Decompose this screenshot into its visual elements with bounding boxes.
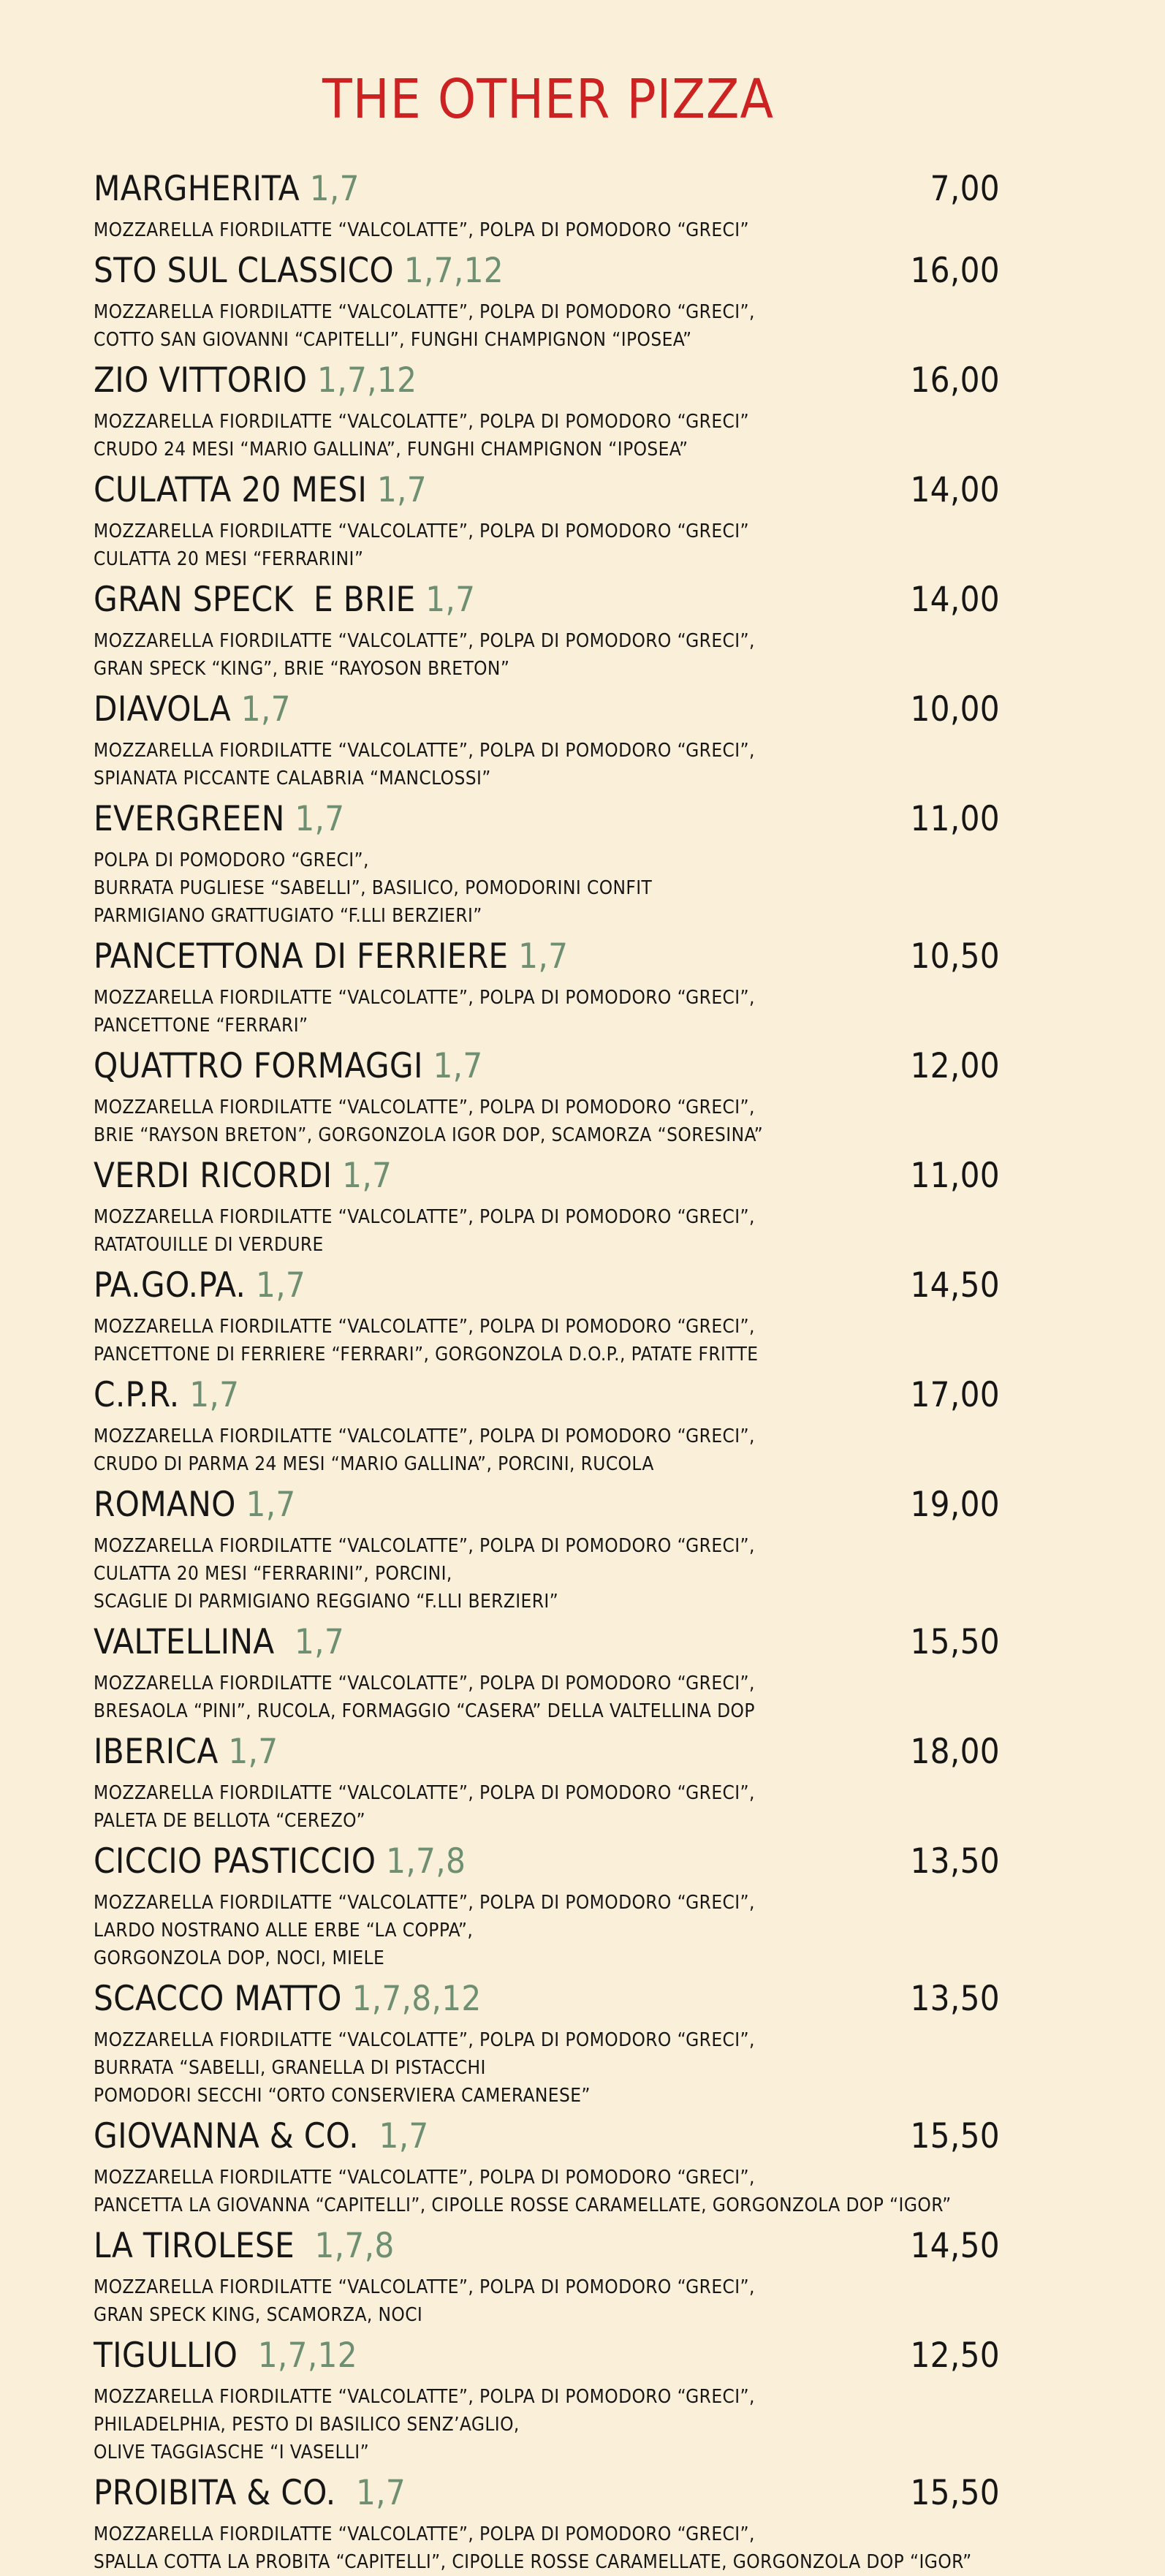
item-title <box>94 792 344 846</box>
item-price: 16,00 <box>910 251 1000 291</box>
item-description-line: MOZZARELLA FIORDILATTE “VALCOLATTE”, POLPA DI POMODORO “GRECI” <box>94 219 750 241</box>
item-price: 19,00 <box>910 1485 1000 1525</box>
item-name: PA.GO.PA. <box>94 1265 246 1306</box>
menu-item <box>94 463 1000 573</box>
item-price: 7,00 <box>930 169 1000 209</box>
item-description-line: MOZZARELLA FIORDILATTE “VALCOLATTE”, POLPA DI POMODORO “GRECI”, <box>94 1206 755 1228</box>
item-allergens: 1,7 <box>228 1732 278 1772</box>
item-description-line: PANCETTONE DI FERRIERE “FERRARI”, GORGONZOLA D.O.P., PATATE FRITTE <box>94 1344 759 1365</box>
name-spacer <box>231 689 241 730</box>
menu-item <box>94 1149 1000 1259</box>
menu-item <box>94 1725 1000 1835</box>
item-description-line: BRESAOLA “PINI”, RUCOLA, FORMAGGIO “CASERA” DELLA VALTELLINA DOP <box>94 1700 755 1722</box>
item-allergens: 1,7 <box>246 1485 296 1525</box>
menu-item <box>94 792 1000 930</box>
menu-item-header <box>94 463 1000 518</box>
item-description-line: GORGONZOLA DOP, NOCI, MIELE <box>94 1947 385 1969</box>
item-description-line: PALETA DE BELLOTA “CEREZO” <box>94 1810 366 1832</box>
menu-item-header <box>94 1039 1000 1094</box>
item-title <box>94 1972 482 2026</box>
item-description-line: POLPA DI POMODORO “GRECI”, <box>94 849 369 871</box>
item-price: 15,50 <box>910 2473 1000 2513</box>
item-price: 13,50 <box>910 1841 1000 1882</box>
menu-item <box>94 683 1000 792</box>
item-name: VALTELLINA <box>94 1622 285 1662</box>
menu-item-header <box>94 1149 1000 1203</box>
item-name: ROMANO <box>94 1485 236 1525</box>
item-description-line: POMODORI SECCHI “ORTO CONSERVIERA CAMERANESE” <box>94 2085 591 2107</box>
item-description-line: PANCETTA LA GIOVANNA “CAPITELLI”, CIPOLLE ROSSE CARAMELLATE, GORGONZOLA DOP “IGOR” <box>94 2194 952 2216</box>
item-title <box>94 1259 306 1313</box>
menu-item-header <box>94 1615 1000 1670</box>
item-allergens: 1,7 <box>376 470 427 510</box>
item-description-line: MOZZARELLA FIORDILATTE “VALCOLATTE”, POLPA DI POMODORO “GRECI”, <box>94 301 755 323</box>
item-description-line: MOZZARELLA FIORDILATTE “VALCOLATTE”, POLPA DI POMODORO “GRECI”, <box>94 1892 755 1914</box>
item-description-line: MOZZARELLA FIORDILATTE “VALCOLATTE”, POLPA DI POMODORO “GRECI” <box>94 520 750 542</box>
item-title <box>94 1149 392 1203</box>
menu-item <box>94 1039 1000 1149</box>
menu-item-header <box>94 2110 1000 2164</box>
item-description-line: PARMIGIANO GRATTUGIATO “F.LLI BERZIERI” <box>94 905 482 927</box>
item-price: 14,50 <box>910 2226 1000 2266</box>
name-spacer <box>376 1841 386 1882</box>
name-spacer <box>219 1732 229 1772</box>
item-allergens: 1,7 <box>256 1265 306 1306</box>
item-description-line: CULATTA 20 MESI “FERRARINI” <box>94 548 364 570</box>
item-price: 17,00 <box>910 1375 1000 1415</box>
item-title <box>94 463 427 518</box>
menu-item <box>94 930 1000 1039</box>
menu-item <box>94 1478 1000 1615</box>
item-description-line: BRIE “RAYSON BRETON”, GORGONZOLA IGOR DOP, SCAMORZA “SORESINA” <box>94 1124 764 1146</box>
item-title <box>94 930 568 984</box>
item-title <box>94 2329 357 2383</box>
item-allergens: 1,7,12 <box>257 2336 357 2376</box>
name-spacer <box>180 1375 190 1415</box>
item-description-line: MOZZARELLA FIORDILATTE “VALCOLATTE”, POLPA DI POMODORO “GRECI”, <box>94 740 755 762</box>
item-name: GIOVANNA & CO. <box>94 2116 369 2156</box>
menu-item <box>94 1259 1000 1368</box>
item-allergens: 1,7 <box>309 169 360 209</box>
item-name: MARGHERITA <box>94 169 300 209</box>
item-name: PROIBITA & CO. <box>94 2473 346 2513</box>
item-title <box>94 683 291 737</box>
item-name: ZIO VITTORIO <box>94 360 308 401</box>
item-description-line: MOZZARELLA FIORDILATTE “VALCOLATTE”, POLPA DI POMODORO “GRECI”, <box>94 1316 755 1338</box>
item-description-line: MOZZARELLA FIORDILATTE “VALCOLATTE”, POLPA DI POMODORO “GRECI”, <box>94 2386 755 2408</box>
item-description-line: BURRATA PUGLIESE “SABELLI”, BASILICO, POMODORINI CONFIT <box>94 877 653 899</box>
item-allergens: 1,7 <box>240 689 291 730</box>
menu-item-header <box>94 930 1000 984</box>
item-title <box>94 2466 406 2520</box>
pizza-list <box>94 162 1000 2576</box>
item-name: TIGULLIO <box>94 2336 248 2376</box>
item-description-line: CULATTA 20 MESI “FERRARINI”, PORCINI, <box>94 1563 452 1585</box>
item-description-line: CRUDO 24 MESI “MARIO GALLINA”, FUNGHI CHAMPIGNON “IPOSEA” <box>94 439 688 461</box>
item-allergens: 1,7,12 <box>317 360 417 401</box>
item-name: C.P.R. <box>94 1375 180 1415</box>
menu-item-header <box>94 2219 1000 2273</box>
item-allergens: 1,7 <box>355 2473 406 2513</box>
item-name: SCACCO MATTO <box>94 1979 342 2019</box>
item-description-line: MOZZARELLA FIORDILATTE “VALCOLATTE”, POLPA DI POMODORO “GRECI”, <box>94 987 755 1009</box>
item-title <box>94 2110 429 2164</box>
menu-item-header <box>94 683 1000 737</box>
menu-item <box>94 2219 1000 2329</box>
item-price: 14,50 <box>910 1265 1000 1306</box>
menu-item-header <box>94 1259 1000 1313</box>
item-description-line: MOZZARELLA FIORDILATTE “VALCOLATTE”, POLPA DI POMODORO “GRECI”, <box>94 630 755 652</box>
item-allergens: 1,7 <box>379 2116 429 2156</box>
item-title <box>94 1368 239 1423</box>
item-title <box>94 1725 278 1779</box>
item-price: 10,50 <box>910 936 1000 977</box>
item-name: DIAVOLA <box>94 689 231 730</box>
menu-item-header <box>94 1478 1000 1532</box>
item-name: IBERICA <box>94 1732 219 1772</box>
item-price: 18,00 <box>910 1732 1000 1772</box>
name-spacer <box>332 1156 342 1196</box>
name-spacer <box>236 1485 246 1525</box>
item-description-line: MOZZARELLA FIORDILATTE “VALCOLATTE”, POLPA DI POMODORO “GRECI”, <box>94 2523 755 2545</box>
menu-item-header <box>94 1972 1000 2026</box>
item-name: LA TIROLESE <box>94 2226 305 2266</box>
item-name: QUATTRO FORMAGGI <box>94 1046 423 1086</box>
menu-item-header <box>94 162 1000 216</box>
item-name: STO SUL CLASSICO <box>94 251 395 291</box>
item-description-line: GRAN SPECK “KING”, BRIE “RAYOSON BRETON” <box>94 658 510 680</box>
item-price: 15,50 <box>910 1622 1000 1662</box>
name-spacer <box>248 2336 258 2376</box>
name-spacer <box>394 251 404 291</box>
item-name: VERDI RICORDI <box>94 1156 333 1196</box>
item-name: EVERGREEN <box>94 799 285 839</box>
item-description-line: MOZZARELLA FIORDILATTE “VALCOLATTE”, POLPA DI POMODORO “GRECI”, <box>94 1425 755 1447</box>
menu-item <box>94 354 1000 463</box>
item-description-line: MOZZARELLA FIORDILATTE “VALCOLATTE”, POLPA DI POMODORO “GRECI”, <box>94 1096 755 1118</box>
name-spacer <box>369 2116 379 2156</box>
name-spacer <box>346 2473 356 2513</box>
item-description-line: LARDO NOSTRANO ALLE ERBE “LA COPPA”, <box>94 1920 474 1942</box>
item-allergens: 1,7 <box>342 1156 392 1196</box>
item-allergens: 1,7 <box>189 1375 240 1415</box>
menu-item-header <box>94 2329 1000 2383</box>
name-spacer <box>423 1046 433 1086</box>
menu-item <box>94 244 1000 354</box>
menu-item-header <box>94 792 1000 846</box>
menu-item-header <box>94 1368 1000 1423</box>
menu-item <box>94 1972 1000 2110</box>
name-spacer <box>342 1979 352 2019</box>
item-price: 12,50 <box>910 2336 1000 2376</box>
item-description-line: CRUDO DI PARMA 24 MESI “MARIO GALLINA”, PORCINI, RUCOLA <box>94 1453 654 1475</box>
item-name: CULATTA 20 MESI <box>94 470 368 510</box>
item-description-line: MOZZARELLA FIORDILATTE “VALCOLATTE”, POLPA DI POMODORO “GRECI” <box>94 411 750 433</box>
item-allergens: 1,7,12 <box>403 251 504 291</box>
item-description-line: OLIVE TAGGIASCHE “I VASELLI” <box>94 2441 370 2463</box>
item-description-line: PANCETTONE “FERRARI” <box>94 1015 308 1037</box>
menu-title: THE OTHER PIZZA <box>322 68 774 131</box>
name-spacer <box>305 2226 315 2266</box>
item-price: 16,00 <box>910 360 1000 401</box>
item-title <box>94 1615 344 1670</box>
menu-item <box>94 1615 1000 1725</box>
item-description-line: MOZZARELLA FIORDILATTE “VALCOLATTE”, POLPA DI POMODORO “GRECI”, <box>94 1782 755 1804</box>
item-description-line: MOZZARELLA FIORDILATTE “VALCOLATTE”, POLPA DI POMODORO “GRECI”, <box>94 2167 755 2189</box>
menu-item <box>94 162 1000 244</box>
item-title <box>94 1478 296 1532</box>
item-allergens: 1,7 <box>425 580 476 620</box>
menu-item <box>94 2466 1000 2576</box>
item-allergens: 1,7 <box>295 799 345 839</box>
item-description-line: RATATOUILLE DI VERDURE <box>94 1234 324 1256</box>
name-spacer <box>246 1265 256 1306</box>
item-title <box>94 573 475 627</box>
menu-item <box>94 1368 1000 1478</box>
item-description-line: BURRATA “SABELLI, GRANELLA DI PISTACCHI <box>94 2057 486 2079</box>
item-price: 14,00 <box>910 470 1000 510</box>
menu-item-header <box>94 1835 1000 1889</box>
name-spacer <box>415 580 425 620</box>
item-description-line: MOZZARELLA FIORDILATTE “VALCOLATTE”, POLPA DI POMODORO “GRECI”, <box>94 1535 755 1557</box>
menu-item <box>94 1835 1000 1972</box>
item-description-line: GRAN SPECK KING, SCAMORZA, NOCI <box>94 2304 423 2326</box>
item-description-line: SPIANATA PICCANTE CALABRIA “MANCLOSSI” <box>94 768 491 789</box>
menu-item <box>94 2329 1000 2466</box>
menu-item-header <box>94 573 1000 627</box>
item-description-line: MOZZARELLA FIORDILATTE “VALCOLATTE”, POLPA DI POMODORO “GRECI”, <box>94 1672 755 1694</box>
item-price: 15,50 <box>910 2116 1000 2156</box>
item-name: PANCETTONA DI FERRIERE <box>94 936 509 977</box>
menu-item-header <box>94 354 1000 408</box>
menu-item <box>94 2110 1000 2219</box>
item-name: CICCIO PASTICCIO <box>94 1841 376 1882</box>
name-spacer <box>285 799 295 839</box>
name-spacer <box>300 169 310 209</box>
item-description-line: SPALLA COTTA LA PROBITA “CAPITELLI”, CIPOLLE ROSSE CARAMELLATE, GORGONZOLA DOP “IGOR” <box>94 2551 972 2573</box>
item-name: GRAN SPECK E BRIE <box>94 580 416 620</box>
name-spacer <box>508 936 518 977</box>
item-title <box>94 244 504 298</box>
item-price: 12,00 <box>910 1046 1000 1086</box>
name-spacer <box>367 470 377 510</box>
name-spacer <box>307 360 317 401</box>
item-allergens: 1,7 <box>294 1622 345 1662</box>
item-title <box>94 354 417 408</box>
item-allergens: 1,7,8 <box>386 1841 466 1882</box>
menu-item <box>94 573 1000 683</box>
item-allergens: 1,7,8 <box>314 2226 395 2266</box>
item-title <box>94 1835 466 1889</box>
menu-item-header <box>94 2466 1000 2520</box>
menu-item-header <box>94 1725 1000 1779</box>
menu-item-header <box>94 244 1000 298</box>
item-title <box>94 1039 483 1094</box>
item-description-line: SCAGLIE DI PARMIGIANO REGGIANO “F.LLI BERZIERI” <box>94 1591 559 1613</box>
item-description-line: MOZZARELLA FIORDILATTE “VALCOLATTE”, POLPA DI POMODORO “GRECI”, <box>94 2276 755 2298</box>
item-price: 11,00 <box>910 799 1000 839</box>
item-price: 11,00 <box>910 1156 1000 1196</box>
item-description-line: MOZZARELLA FIORDILATTE “VALCOLATTE”, POLPA DI POMODORO “GRECI”, <box>94 2029 755 2051</box>
item-allergens: 1,7,8,12 <box>352 1979 482 2019</box>
item-allergens: 1,7 <box>433 1046 483 1086</box>
item-title <box>94 2219 395 2273</box>
item-price: 10,00 <box>910 689 1000 730</box>
item-price: 13,50 <box>910 1979 1000 2019</box>
item-price: 14,00 <box>910 580 1000 620</box>
item-title <box>94 162 360 216</box>
item-description-line: COTTO SAN GIOVANNI “CAPITELLI”, FUNGHI CHAMPIGNON “IPOSEA” <box>94 329 692 351</box>
item-description-line: PHILADELPHIA, PESTO DI BASILICO SENZ’AGLIO, <box>94 2414 520 2436</box>
item-allergens: 1,7 <box>518 936 569 977</box>
name-spacer <box>284 1622 295 1662</box>
